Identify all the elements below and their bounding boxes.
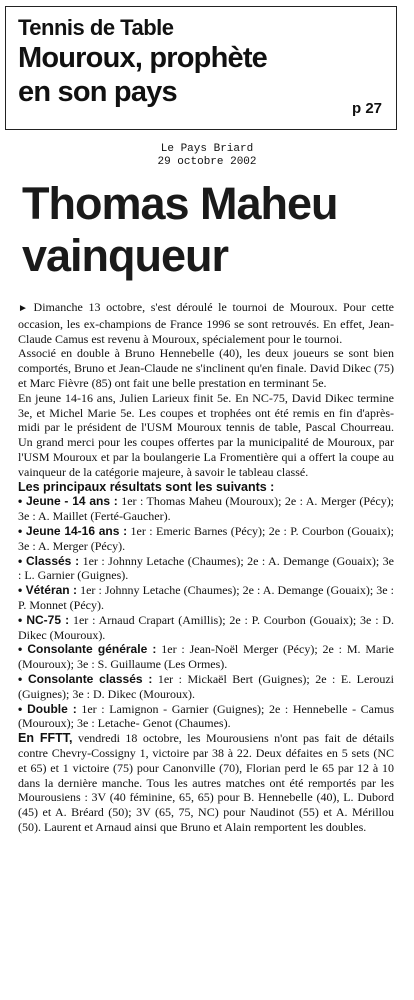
result-category: • Consolante générale : bbox=[18, 642, 157, 657]
result-item bbox=[18, 554, 394, 584]
result-text: 1er : Jean-Noël Merger (Pécy); 2e : M. Marie (Mouroux); 3e : S. Guillaume (Les Ormes). bbox=[18, 642, 394, 672]
result-category: • Vétéran : bbox=[18, 583, 78, 598]
headline-line-2: en son pays bbox=[18, 76, 177, 108]
ffft-lead: En FFTT, bbox=[18, 731, 73, 746]
source-credit bbox=[0, 143, 414, 169]
title-line-1: Thomas Maheu bbox=[22, 178, 338, 229]
result-category: • Classés : bbox=[18, 553, 80, 568]
title-line-2: vainqueur bbox=[22, 230, 229, 281]
page-reference: p 27 bbox=[351, 100, 382, 117]
result-category: • NC-75 : bbox=[18, 612, 70, 627]
result-text: 1er : Thomas Maheu (Mouroux); 2e : A. Merger (Pécy); 3e : A. Maillet (Ferté-Gaucher). bbox=[18, 494, 395, 524]
result-text: 1er : Lamignon - Garnier (Guignes); 2e : Hennebelle - Camus (Mouroux); 3e : Letache- Genot (Chaumes). bbox=[18, 701, 395, 731]
paragraph: Associé en double à Bruno Hennebelle (40), les deux joueurs se sont bien comportés, Bruno et Jean-Claude ne s'inclinent qu'en finale. David Dikec (75) et Marc Fièvre (85) ont fait une belle prestation en terminant 5e. bbox=[18, 346, 394, 390]
paragraph bbox=[18, 300, 394, 346]
article-title bbox=[22, 178, 402, 282]
result-item bbox=[18, 702, 394, 732]
publication-date: 29 octobre 2002 bbox=[157, 156, 257, 168]
result-item bbox=[18, 524, 394, 554]
paragraph-text: Dimanche 13 octobre, s'est déroulé le tournoi de Mouroux. Pour cette occasion, les ex-champions de France 1996 se sont retrouvés. En effet, Jean-Claude Camus est revenu à Mouroux, spécialement pour le tournoi. bbox=[18, 300, 394, 346]
results-heading: Les principaux résultats sont les suivants : bbox=[18, 479, 275, 494]
ffft-paragraph bbox=[18, 731, 394, 835]
section-kicker: Tennis de Table bbox=[18, 15, 174, 40]
result-category: • Jeune - 14 ans : bbox=[18, 494, 118, 509]
paragraph: En jeune 14-16 ans, Julien Larieux finit 5e. En NC-75, David Dikec termine 3e, et Michel Marie 5e. Les coupes et trophées ont été remis en fin d'après-midi par le président de l'USM Mouroux tennis de table, Pascal Chourreau. Un grand merci pour les coupes offertes par la municipalité de Mouroux, par l'USM Mouroux et par la boulangerie La Fromentière qui a offert la coupe au vainqueur de la catégorie majeure, à savoir le tableau classé. bbox=[18, 390, 394, 479]
headline-line-1: Mouroux, prophète bbox=[18, 42, 268, 74]
result-item bbox=[18, 494, 394, 524]
result-text: 1er : Johnny Letache (Chaumes); 2e : A. Demange (Gouaix); 3e : P. Monnet (Pécy). bbox=[18, 583, 394, 612]
result-text: 1er : Emeric Barnes (Pécy); 2e : P. Courbon (Gouaix); 3e : A. Merger (Pécy). bbox=[18, 523, 394, 553]
header-box bbox=[5, 6, 397, 130]
result-category: • Double : bbox=[18, 701, 77, 716]
result-item bbox=[18, 613, 394, 643]
result-text: 1er : Johnny Letache (Chaumes); 2e : A. Demange (Gouaix); 3e : L. Garnier (Guignes). bbox=[18, 553, 395, 583]
result-item bbox=[18, 642, 394, 672]
publication-name: Le Pays Briard bbox=[160, 143, 254, 155]
result-category: • Jeune 14-16 ans : bbox=[18, 523, 128, 538]
result-text: 1er : Mickaël Bert (Guignes); 2e : E. Lerouzi (Guignes); 3e : D. Dikec (Mouroux). bbox=[18, 671, 394, 701]
ffft-text: vendredi 18 octobre, les Mourousiens n'ont pas fait de détails contre Chevry-Cossigny 1, victoire par 38 à 22. Deux défaites en 5 sets (NC et 65) et 1 victoire (75) pour Canonville (70), Florian perd le 65 par 12 à 10 dans la dernière manche. Tous les autres matches ont été remportés par les Mourousiens : 3V (40 féminine, 65, 65) pour B. Hennebelle (40), L. Dubord (45) et A. Bréard (50); 3V (65, 75, NC) pour Naudinot (55) et A. Mérillou (50). Laurent et Arnaud ainsi que Bruno et Alain remportent les doubles. bbox=[18, 731, 395, 834]
article-body bbox=[18, 300, 394, 835]
result-item bbox=[18, 672, 394, 702]
result-item bbox=[18, 583, 394, 613]
result-category: • Consolante classés : bbox=[18, 671, 153, 686]
arrow-bullet-icon: ► bbox=[18, 303, 28, 314]
result-text: 1er : Arnaud Crapart (Amillis); 2e : P. Courbon (Gouaix); 3e : D. Dikec (Mouroux). bbox=[18, 612, 395, 642]
